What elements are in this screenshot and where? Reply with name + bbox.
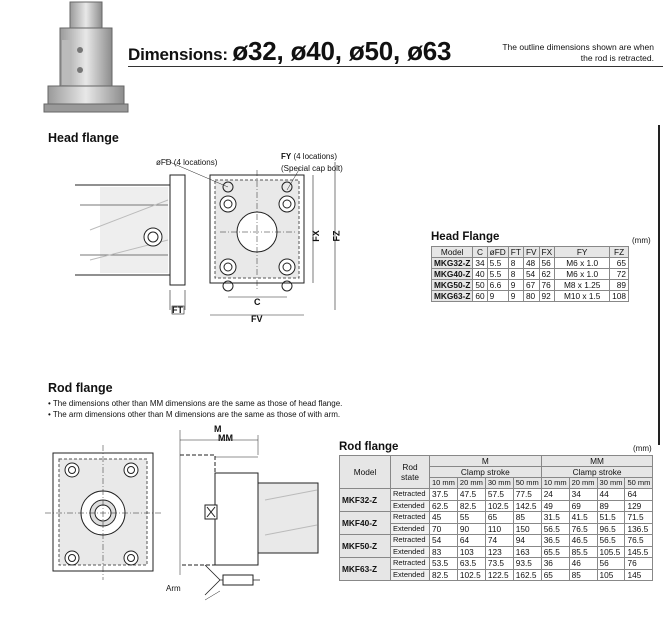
table-header-row [340, 456, 653, 467]
m-value-cell: 90 [457, 523, 485, 535]
table-header-row [432, 247, 629, 258]
fv-label: FV [251, 314, 263, 324]
mm-value-cell: 44 [597, 489, 625, 501]
mm-value-cell: 89 [597, 500, 625, 512]
mm-value-cell: 41.5 [569, 512, 597, 524]
mm-value-cell: 65 [541, 569, 569, 581]
col-m: M [430, 456, 542, 467]
table-header-row: 10 mm 20 mm 30 mm 50 mm 10 mm 20 mm 30 mm 50 mm [340, 478, 653, 489]
ft-label: FT [172, 305, 183, 315]
m-value-cell: 37.5 [430, 489, 458, 501]
table-row: MKG63-Z 60 9 9 80 92 M10 x 1.5 108 [432, 291, 629, 302]
rod-flange-front-view [45, 445, 163, 580]
col-ft: FT [508, 247, 523, 258]
mm-value-cell: 24 [541, 489, 569, 501]
col-c: C [473, 247, 487, 258]
m-value-cell: 65 [485, 512, 513, 524]
rod-state-cell: Extended [391, 523, 430, 535]
mm-value-cell: 76.5 [625, 535, 653, 547]
mm-value-cell: 51.5 [597, 512, 625, 524]
title-prefix: Dimensions: [128, 45, 233, 64]
mm-value-cell: 49 [541, 500, 569, 512]
m-value-cell: 123 [485, 546, 513, 558]
col-fy: FY [555, 247, 610, 258]
m-value-cell: 82.5 [457, 500, 485, 512]
rod-flange-table-unit: (mm) [633, 444, 652, 453]
title-sizes: ø32, ø40, ø50, ø63 [232, 36, 452, 66]
col-mm: MM [541, 456, 653, 467]
rod-state-cell: Extended [391, 569, 430, 581]
m-value-cell: 85 [513, 512, 541, 524]
rod-state-cell: Retracted [391, 558, 430, 570]
model-cell: MKF63-Z [340, 558, 391, 581]
table-row [340, 558, 653, 570]
m-value-cell: 63.5 [457, 558, 485, 570]
mm-value-cell: 85 [569, 569, 597, 581]
m-value-cell: 110 [485, 523, 513, 535]
mm-value-cell: 31.5 [541, 512, 569, 524]
col-fz: FZ [610, 247, 629, 258]
mm-value-cell: 145.5 [625, 546, 653, 558]
rod-state-cell: Retracted [391, 512, 430, 524]
fz-label: FZ [331, 230, 342, 242]
mm-value-cell: 105.5 [597, 546, 625, 558]
rod-flange-notes [48, 398, 342, 420]
mm-value-cell: 96.5 [597, 523, 625, 535]
col-mm-clamp-stroke: Clamp stroke [541, 467, 653, 478]
rod-flange-table-title: Rod flange [339, 441, 399, 453]
head-flange-table-unit: (mm) [632, 236, 651, 245]
mm-value-cell: 36.5 [541, 535, 569, 547]
m-value-cell: 55 [457, 512, 485, 524]
mm-value-cell: 76.5 [569, 523, 597, 535]
rod-state-cell: Extended [391, 546, 430, 558]
model-cell: MKF32-Z [340, 489, 391, 512]
m-value-cell: 163 [513, 546, 541, 558]
mm-value-cell: 76 [625, 558, 653, 570]
mm-value-cell: 71.5 [625, 512, 653, 524]
col-fx: FX [539, 247, 555, 258]
fx-label: FX [310, 230, 321, 242]
mm-value-cell: 34 [569, 489, 597, 501]
mm-value-cell: 46 [569, 558, 597, 570]
m-value-cell: 54 [430, 535, 458, 547]
mm-value-cell: 56.5 [541, 523, 569, 535]
table-row [340, 489, 653, 501]
head-flange-heading: Head flange [48, 131, 119, 145]
table-row: MKG32-Z 34 5.5 8 48 56 M6 x 1.0 65 [432, 258, 629, 269]
m-value-cell: 47.5 [457, 489, 485, 501]
mm-value-cell: 65.5 [541, 546, 569, 558]
fy-note: (Special cap bolt) [281, 164, 343, 173]
m-value-cell: 62.5 [430, 500, 458, 512]
rod-flange-drawing [45, 425, 335, 610]
mm-value-cell: 129 [625, 500, 653, 512]
table-row [340, 512, 653, 524]
fd-label: øFD (4 locations) [156, 158, 218, 167]
rod-state-cell: Extended [391, 500, 430, 512]
rod-flange-table [339, 455, 653, 581]
page-title [128, 36, 451, 67]
m-value-cell: 142.5 [513, 500, 541, 512]
m-label: M [214, 424, 222, 434]
m-value-cell: 77.5 [513, 489, 541, 501]
m-value-cell: 162.5 [513, 569, 541, 581]
rod-state-cell: Retracted [391, 489, 430, 501]
c-label: C [254, 297, 261, 307]
m-value-cell: 82.5 [430, 569, 458, 581]
col-rod-state: Rod state [391, 456, 430, 489]
table-row: MKG40-Z 40 5.5 8 54 62 M6 x 1.0 72 [432, 269, 629, 280]
m-value-cell: 64 [457, 535, 485, 547]
m-value-cell: 93.5 [513, 558, 541, 570]
m-value-cell: 57.5 [485, 489, 513, 501]
rod-flange-heading: Rod flange [48, 381, 113, 395]
m-value-cell: 70 [430, 523, 458, 535]
rod-flange-side-view [180, 430, 318, 600]
m-value-cell: 103 [457, 546, 485, 558]
m-value-cell: 45 [430, 512, 458, 524]
note-line-2: the rod is retracted. [580, 53, 654, 63]
m-value-cell: 102.5 [457, 569, 485, 581]
title-divider [128, 66, 663, 67]
m-value-cell: 83 [430, 546, 458, 558]
mm-value-cell: 69 [569, 500, 597, 512]
col-model: Model [340, 456, 391, 489]
col-fd: øFD [487, 247, 508, 258]
note-bullet-1: • The dimensions other than MM dimensions are the same as those of head flange. [48, 399, 343, 408]
head-flange-side-view [75, 175, 185, 314]
col-fv: FV [523, 247, 539, 258]
page-edge-divider [658, 125, 663, 445]
col-model: Model [432, 247, 473, 258]
m-value-cell: 150 [513, 523, 541, 535]
mm-label: MM [218, 433, 233, 443]
mm-value-cell: 56 [597, 558, 625, 570]
mm-value-cell: 46.5 [569, 535, 597, 547]
table-row [340, 535, 653, 547]
retracted-note [502, 42, 654, 64]
mm-value-cell: 85.5 [569, 546, 597, 558]
note-line-1: The outline dimensions shown are when [502, 42, 654, 52]
m-value-cell: 74 [485, 535, 513, 547]
m-value-cell: 122.5 [485, 569, 513, 581]
mm-value-cell: 64 [625, 489, 653, 501]
table-row: MKG50-Z 50 6.6 9 67 76 M8 x 1.25 89 [432, 280, 629, 291]
head-flange-table-title: Head Flange [431, 231, 500, 243]
head-flange-front-view [165, 160, 335, 315]
col-m-clamp-stroke: Clamp stroke [430, 467, 542, 478]
mm-value-cell: 36 [541, 558, 569, 570]
m-value-cell: 53.5 [430, 558, 458, 570]
arm-label: Arm [166, 584, 181, 593]
fy-label: FY (4 locations) [281, 152, 338, 161]
product-photo [40, 0, 130, 118]
mm-value-cell: 56.5 [597, 535, 625, 547]
m-value-cell: 94 [513, 535, 541, 547]
rod-state-cell: Retracted [391, 535, 430, 547]
mm-value-cell: 145 [625, 569, 653, 581]
mm-value-cell: 136.5 [625, 523, 653, 535]
note-bullet-2: • The arm dimensions other than M dimensions are the same as those of with arm. [48, 410, 341, 419]
model-cell: MKF40-Z [340, 512, 391, 535]
model-cell: MKF50-Z [340, 535, 391, 558]
m-value-cell: 102.5 [485, 500, 513, 512]
head-flange-table [431, 246, 629, 302]
mm-value-cell: 105 [597, 569, 625, 581]
m-value-cell: 73.5 [485, 558, 513, 570]
